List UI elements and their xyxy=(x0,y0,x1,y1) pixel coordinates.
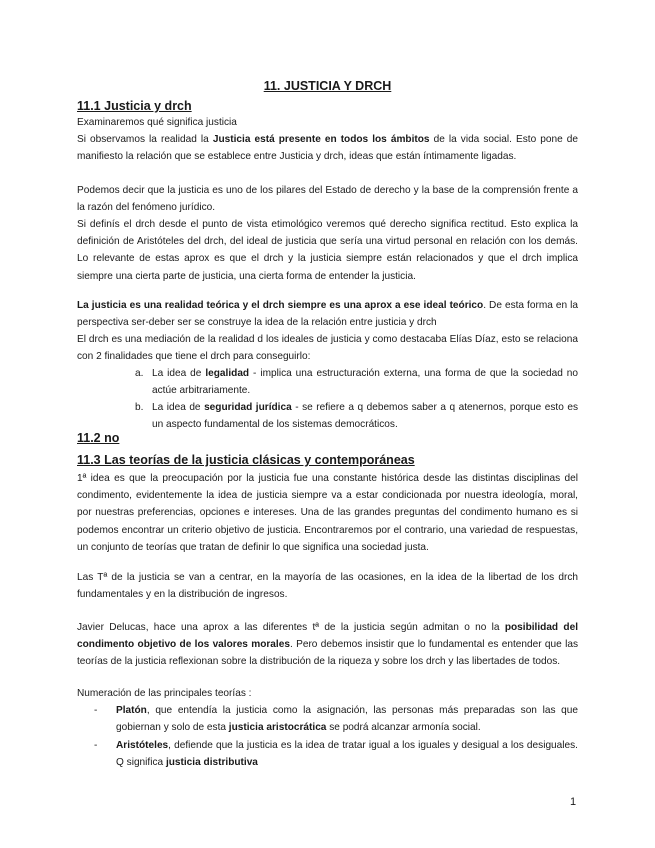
list-item-platon: Platón, que entendía la justicia como la asignación, las personas más preparadas son las que gobiernan y solo de esta justicia aristocrática se podrá alcanzar armonía social. xyxy=(116,705,578,734)
paragraph-intro: Examinaremos qué significa justicia xyxy=(77,117,237,128)
paragraph-historical-concern: 1ª idea es que la preocupación por la justicia fue una constante histórica desde las distintas disciplinas del condimento, evidentemente la idea de justicia siempre va a estar condicionada por nuestra ideología, moral, por nuestras preferencias, opciones e intereses. Una de las grandes preguntas del condimento humano es si podemos encontrar un criterio objetivo de justicia. Encontraremos por el contrario, una variedad de respuestas, un conjunto de teorías que tratan de definir lo que significa una sociedad justa. xyxy=(77,473,578,553)
list-item-legalidad: La idea de legalidad - implica una estructuración externa, una forma de que la sociedad no actúe arbitrariamente. xyxy=(152,368,578,397)
paragraph-etymology: Si definís el drch desde el punto de vista etimológico veremos qué derecho significa rectitud. Esto explica la definición de Aristóteles del drch, del ideal de justicia que sería una virtud personal en relación con los demás. Lo relevante de estas aprox es que el drch y la justicia siempre están relacionados y que el drch implica siempre una cierta parte de justicia, una cierta forma de entender la justicia. xyxy=(77,219,578,282)
paragraph-mediation: El drch es una mediación de la realidad d los ideales de justicia y como destacaba Elías Díaz, esto se relaciona con 2 finalidades que tiene el drch para conseguirlo: xyxy=(77,334,578,363)
list-marker-a: a. xyxy=(135,368,144,379)
paragraph-pillars: Podemos decir que la justicia es uno de los pilares del Estado de derecho y la base de la comprensión frente a la razón del fenómeno jurídico. xyxy=(77,185,578,214)
paragraph-theoretical-reality: La justicia es una realidad teórica y el drch siempre es una aprox a ese ideal teórico. De esta forma en la perspectiva ser-deber ser se construye la idea de la relación entre justicia y drch xyxy=(77,300,578,329)
list-item-aristoteles: Aristóteles, defiende que la justicia es la idea de tratar igual a los iguales y desigual a los desiguales. Q significa justicia distributiva xyxy=(116,740,578,769)
paragraph-enumeration: Numeración de las principales teorías : xyxy=(77,688,252,699)
list-marker-b: b. xyxy=(135,402,144,413)
list-marker-aristoteles: - xyxy=(94,740,98,751)
section-heading-11-1: 11.1 Justicia y drch xyxy=(77,99,192,113)
section-heading-11-2: 11.2 no xyxy=(77,431,120,445)
section-heading-11-3: 11.3 Las teorías de la justicia clásicas y contemporáneas xyxy=(77,453,415,467)
paragraph-delucas: Javier Delucas, hace una aprox a las diferentes tª de la justicia según admitan o no la posibilidad del condimento objetivo de los valores morales. Pero debemos insistir que lo fundamental es entender que las teorías de la justicia reflexionan sobre la distribución de la riqueza y sobre los drch y las libertades de todos. xyxy=(77,622,578,668)
list-item-seguridad: La idea de seguridad jurídica - se refiere a q debemos saber a q atenernos, porque esto es un aspecto fundamental de los sistemas democráticos. xyxy=(152,402,579,431)
paragraph-theories-focus: Las Tª de la justicia se van a centrar, en la mayoría de las ocasiones, en la idea de la libertad de los drch fundamentales y en la distribución de ingresos. xyxy=(77,572,578,601)
document-title: 11. JUSTICIA Y DRCH xyxy=(263,79,392,93)
list-marker-platon: - xyxy=(94,705,98,716)
page-number: 1 xyxy=(570,796,577,808)
paragraph-justice-presence: Si observamos la realidad la Justicia está presente en todos los ámbitos de la vida social. Esto pone de manifiesto la relación que se establece entre Justicia y drch, ideas que están íntimamente ligadas. xyxy=(77,134,578,163)
